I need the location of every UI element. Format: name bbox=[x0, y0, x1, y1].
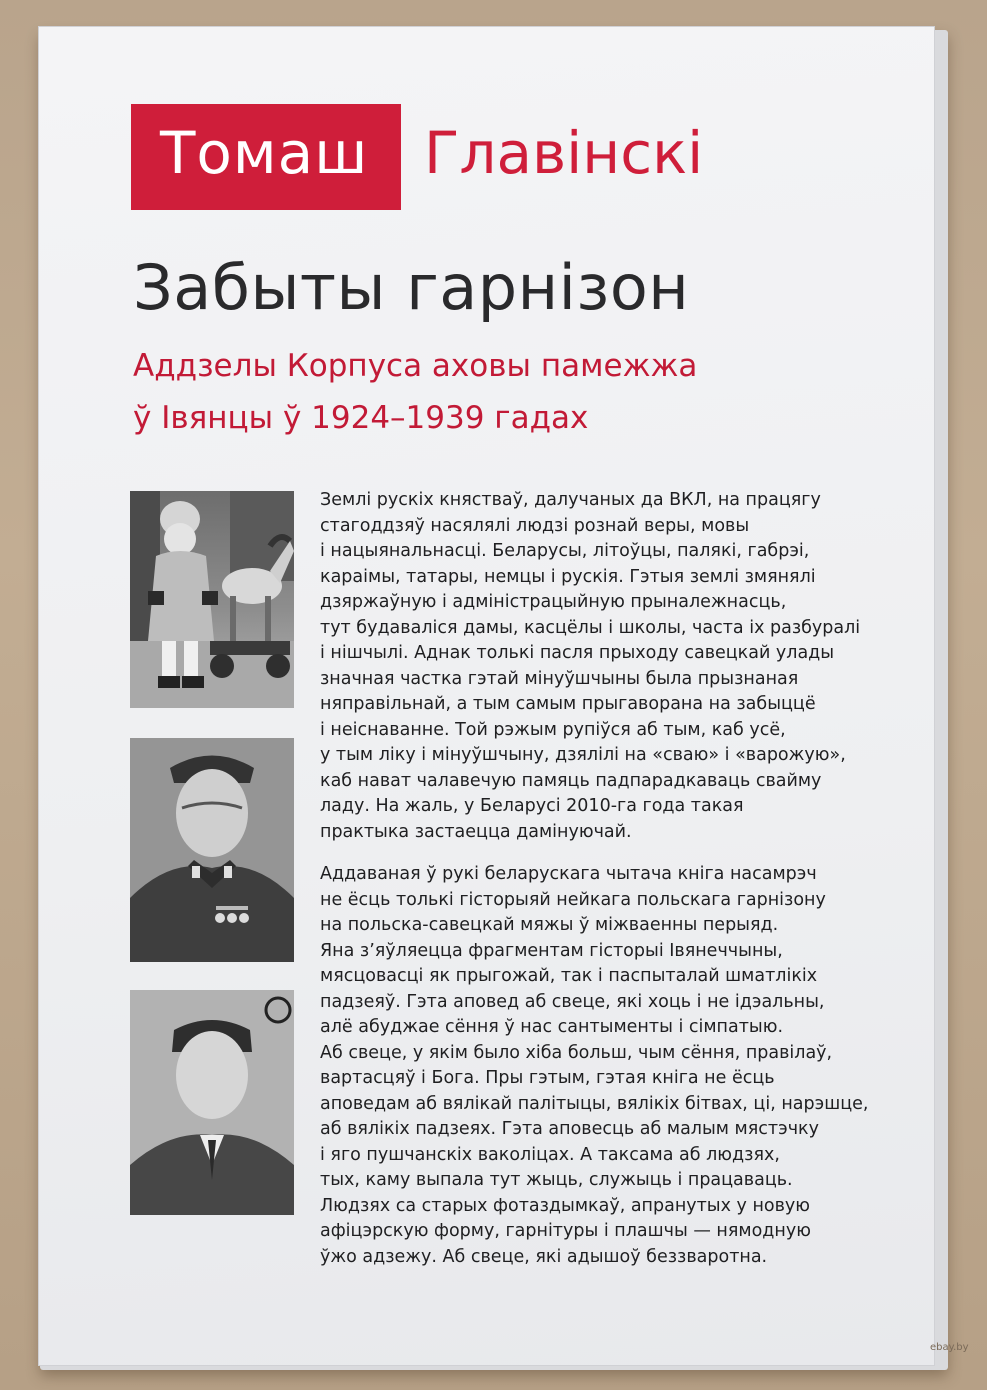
description-line: тых, каму выпала тут жыць, служыць і працаваць. bbox=[320, 1170, 793, 1190]
description-line: дзяржаўную і адміністрацыйную прыналежнасць, bbox=[320, 592, 787, 612]
description-line: Землі рускіх княстваў, далучаных да ВКЛ, на працягу bbox=[320, 490, 821, 510]
description-line: падзеяў. Гэта аповед аб свеце, які хоць і не ідэальны, bbox=[320, 991, 825, 1012]
book-subtitle bbox=[133, 340, 833, 444]
photo-officer-in-uniform bbox=[130, 738, 294, 962]
description-line: аб вялікіх падзеях. Гэта аповесць аб малым мястэчку bbox=[320, 1119, 819, 1139]
description-line: вартасцяў і Бога. Пры гэтым, гэтая кніга не ёсць bbox=[320, 1068, 775, 1088]
description-line: значная частка гэтай мінуўшчыны была прызнаная bbox=[320, 668, 799, 689]
description-line: Аддаваная ў рукі беларускага чытача кніга насамрэч bbox=[320, 864, 817, 884]
subtitle-line: Аддзелы Корпуса аховы памежжа bbox=[133, 348, 698, 384]
description-line: і яго пушчанскіх ваколіцах. А таксама аб людзях, bbox=[320, 1144, 780, 1165]
description-line: каб нават чалавечую памяць падпарадкаваць свайму bbox=[320, 770, 822, 791]
description-line: не ёсць толькі гісторыяй нейкага польскага гарнізону bbox=[320, 889, 826, 910]
description-line: практыка застаецца дамінуючай. bbox=[320, 821, 632, 842]
description-line: афіцэрскую форму, гарнітуры і плашчы — нямодную bbox=[320, 1221, 811, 1241]
description-line: ладу. На жаль, у Беларусі 2010-га года такая bbox=[320, 796, 744, 816]
description-line: мясцовасці як прыгожай, так і паспыталай шматлікіх bbox=[320, 966, 818, 986]
author-first-name: Томаш bbox=[160, 119, 369, 187]
description-line: Людзях са старых фотаздымкаў, апранутых у новую bbox=[320, 1195, 811, 1216]
description-line: Яна з’яўляецца фрагментам гісторыі Івянеччыны, bbox=[320, 940, 783, 961]
description-line: і нацыянальнасці. Беларусы, літоўцы, палякі, габрэі, bbox=[320, 541, 810, 561]
watermark: ebay.by bbox=[930, 1342, 969, 1353]
back-cover-description bbox=[320, 488, 869, 1287]
description-paragraph bbox=[320, 862, 869, 1270]
description-paragraph bbox=[320, 488, 861, 845]
book-title: Забыты гарнізон bbox=[133, 251, 690, 324]
description-line: караімы, татары, немцы і рускія. Гэтыя землі змянялі bbox=[320, 566, 816, 587]
photo-child-with-toy-horse bbox=[130, 491, 294, 708]
author-last-name: Главінскі bbox=[424, 119, 704, 187]
description-line: і нішчылі. Аднак толькі пасля прыходу савецкай улады bbox=[320, 643, 835, 663]
description-line: у тым ліку і мінуўшчыну, дзялілі на «сваю» і «варожую», bbox=[320, 745, 846, 765]
description-line: алё абуджае сёння ў нас сантыменты і сімпатыю. bbox=[320, 1017, 784, 1037]
description-line: Аб свеце, у якім было хіба больш, чым сёння, правілаў, bbox=[320, 1042, 833, 1063]
description-line: стагоддзяў насялялі людзі рознай веры, мовы bbox=[320, 515, 750, 536]
description-line: аповедам аб вялікай палітыцы, вялікіх бітвах, ці, нарэшце, bbox=[320, 1093, 869, 1114]
photo-man-portrait bbox=[130, 990, 294, 1215]
description-line: тут будаваліся дамы, касцёлы і школы, часта іх разбуралі bbox=[320, 617, 861, 638]
description-line: на польска-савецкай мяжы ў міжваенны перыяд. bbox=[320, 915, 779, 935]
description-line: ўжо адзежу. Аб свеце, які адышоў беззваротна. bbox=[320, 1246, 768, 1267]
description-line: няправільнай, а тым самым прыгаворана на забыццё bbox=[320, 694, 816, 714]
description-line: і неіснаванне. Той рэжым рупіўся аб тым, каб усё, bbox=[320, 719, 786, 740]
subtitle-line: ў Івянцы ў 1924–1939 гадах bbox=[133, 400, 589, 436]
